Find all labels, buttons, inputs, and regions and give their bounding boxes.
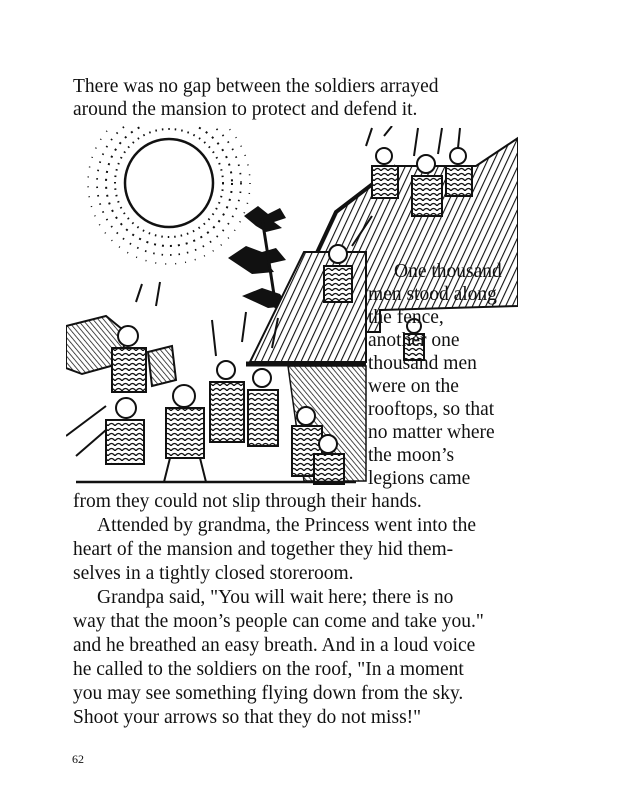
side-text-line: no matter where xyxy=(368,422,495,443)
body-text-line: around the mansion to protect and defend it. xyxy=(73,99,418,120)
side-text-line: the fence, xyxy=(368,307,444,328)
body-text-line: Grandpa said, "You will wait here; there is no xyxy=(97,587,454,608)
body-text-line: he called to the soldiers on the roof, "In a moment xyxy=(73,659,464,680)
side-text-line: another one xyxy=(368,330,460,351)
side-text-line: legions came xyxy=(368,468,471,489)
side-text-line: the moon’s xyxy=(368,445,455,466)
body-text-line: Shoot your arrows so that they do not miss!" xyxy=(73,707,422,728)
side-text-line: One thousand xyxy=(394,261,502,282)
side-text-line: men stood along xyxy=(368,284,497,305)
body-text-line: heart of the mansion and together they hid them- xyxy=(73,539,454,560)
body-text-line: There was no gap between the soldiers arrayed xyxy=(73,76,439,97)
body-text-line: selves in a tightly closed storeroom. xyxy=(73,563,354,584)
body-text-line: way that the moon’s people can come and take you." xyxy=(73,611,484,632)
body-text-line: Attended by grandma, the Princess went into the xyxy=(97,515,477,536)
body-text-line: you may see something flying down from the sky. xyxy=(73,683,464,704)
body-text-line: from they could not slip through their hands. xyxy=(73,491,422,512)
moon-icon xyxy=(88,126,250,264)
side-text-line: rooftops, so that xyxy=(368,399,495,420)
page-number: 62 xyxy=(72,752,84,766)
pine-tree-icon xyxy=(228,206,288,308)
body-text-line: and he breathed an easy breath. And in a loud voice xyxy=(73,635,476,656)
side-text-line: were on the xyxy=(368,376,459,397)
side-text-line: thousand men xyxy=(368,353,477,374)
